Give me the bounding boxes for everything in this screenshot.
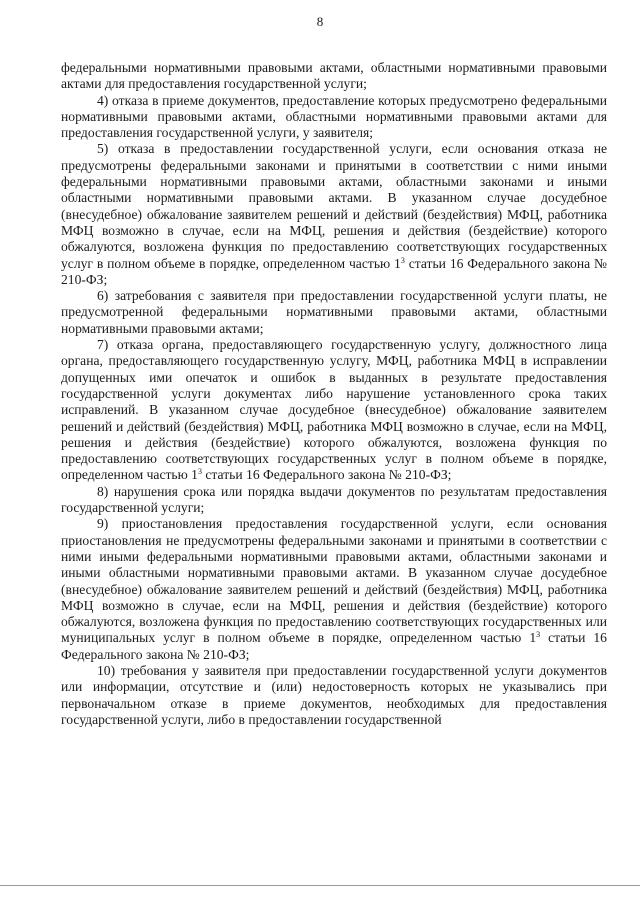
paragraph-item-8: 8) нарушения срока или порядка выдачи документов по результатам предоставления государственной услуги; bbox=[61, 483, 607, 516]
paragraph-item-10: 10) требования у заявителя при предоставлении государственной услуги документов или информации, отсутствие и (или) недостоверность которых не указывались при первоначальном отказе в приеме документов, необходимых для предоставления государственной услуги, либо в предоставлении государственной bbox=[61, 662, 607, 727]
page-number: 8 bbox=[316, 14, 324, 29]
superscript: 3 bbox=[400, 255, 405, 265]
paragraph-continuation: федеральными нормативными правовыми актами, областными нормативными правовыми актами для предоставления государственной услуги; bbox=[61, 60, 607, 92]
paragraph-item-4: 4) отказа в приеме документов, предоставление которых предусмотрено федеральными нормативными правовыми актами, областными нормативными правовыми актами для предоставления государственной услуги, у заявителя; bbox=[61, 92, 607, 141]
paragraph-item-7: 7) отказа органа, предоставляющего государственную услугу, должностного лица органа, предоставляющего государственную услугу, МФЦ, работника МФЦ в исправлении допущенных ими опечаток и ошибок в выданных в результате предоставления государственной услуги документах либо нарушение установленного срока таких исправлений. В указанном случае досудебное (внесудебное) обжалование заявителем решений и действий (бездействия) МФЦ, работника МФЦ возможно в случае, если на МФЦ, решения и действия (бездействие) которого обжалуются, возложена функция по предоставлению соответствующих государственных услуг в полном объеме в порядке, определенном частью $1^3$ статьи 16 Федерального закона № 210-ФЗ; bbox=[61, 337, 607, 483]
superscript: 3 bbox=[536, 630, 541, 640]
superscript: 3 bbox=[197, 467, 202, 477]
footer-rule bbox=[0, 885, 640, 886]
paragraph-item-5: 5) отказа в предоставлении государственной услуги, если основания отказа не предусмотрены федеральными законами и принятыми в соответствии с ними иными федеральными нормативными правовыми актами, областными законами и иными областными нормативными правовыми актами. В указанном случае досудебное (внесудебное) обжалование заявителем решений и действий (бездействия) МФЦ, работника МФЦ возможно в случае, если на МФЦ, решения и действия (бездействие) которого обжалуются, возложена функция по предоставлению соответствующих государственных услуг в полном объеме в порядке, определенном частью $1^3$ статьи 16 Федерального закона № 210-ФЗ; bbox=[61, 141, 607, 287]
document-body bbox=[61, 60, 607, 728]
paragraph-item-9: 9) приостановления предоставления государственной услуги, если основания приостановления не предусмотрены федеральными законами и принятыми в соответствии с ними иными федеральными нормативными правовыми актами, областными законами и иными областными нормативными правовыми актами. В указанном случае досудебное (внесудебное) обжалование заявителем решений и действий (бездействия) МФЦ, работника МФЦ возможно в случае, если на МФЦ, решения и действия (бездействие) которого обжалуются, возложена функция по предоставлению соответствующих государственных или муниципальных услуг в полном объеме в порядке, определенном частью $1^3$ статьи 16 Федерального закона № 210-ФЗ; bbox=[61, 516, 607, 662]
paragraph-item-6: 6) затребования с заявителя при предоставлении государственной услуги платы, не предусмотренной федеральными нормативными правовыми актами, областными нормативными правовыми актами; bbox=[61, 288, 607, 336]
